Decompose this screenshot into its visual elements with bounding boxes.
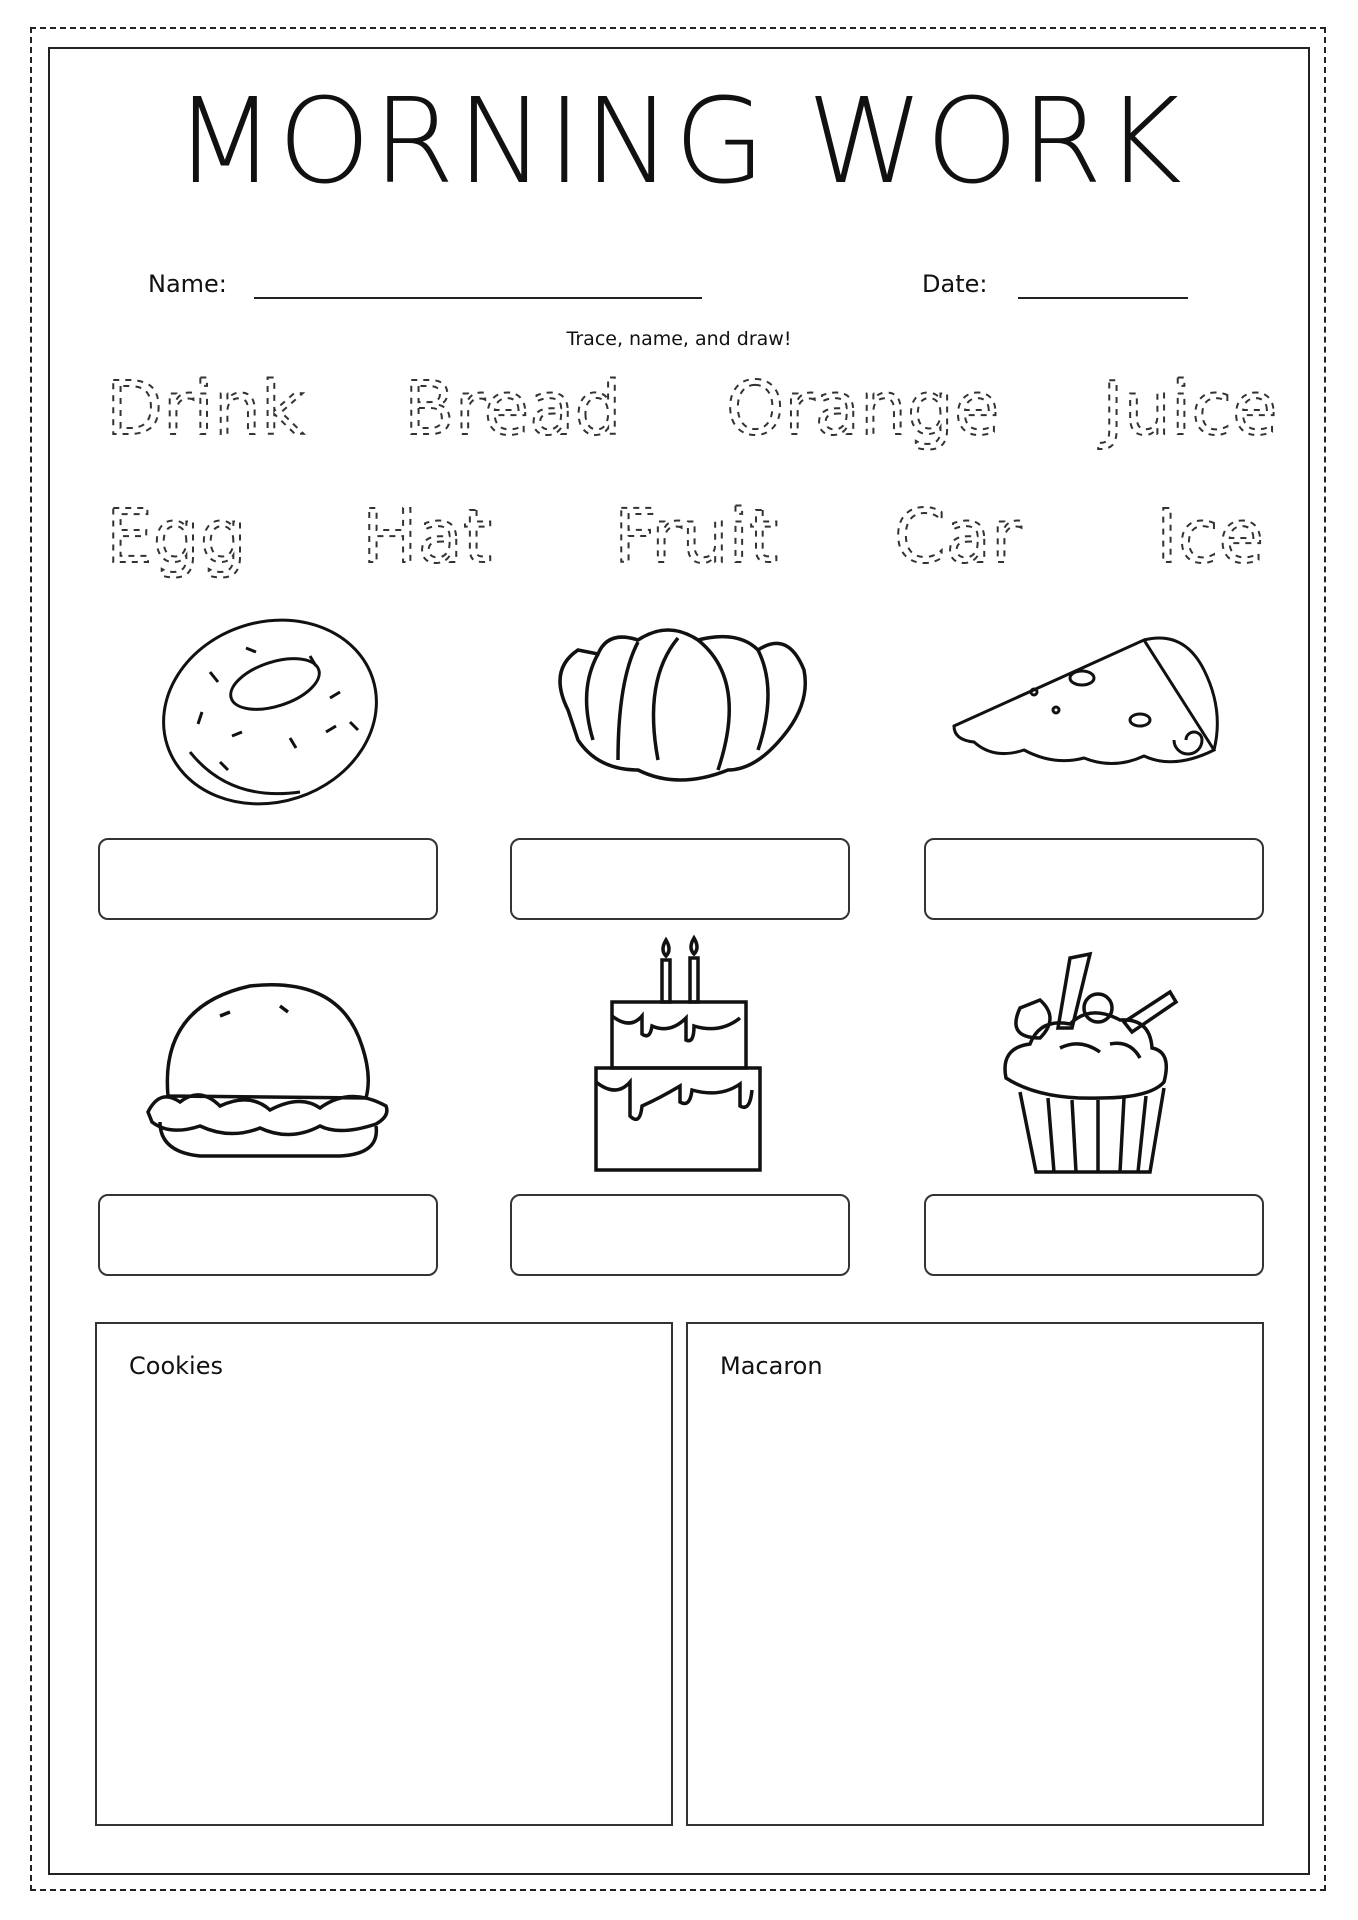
trace-word[interactable]: Ice [1156, 494, 1265, 580]
trace-word[interactable]: Orange [726, 366, 1000, 452]
draw-box-macaron[interactable] [686, 1322, 1264, 1826]
pizza-slice-icon [954, 638, 1217, 764]
date-field[interactable] [1018, 297, 1188, 299]
donut-icon [150, 612, 390, 812]
trace-word[interactable]: Fruit [614, 494, 779, 580]
trace-word[interactable]: Car [894, 494, 1022, 580]
page-title: MORNING WORK [174, 72, 1184, 210]
instruction-text: Trace, name, and draw! [566, 328, 792, 350]
burger-bun-icon [148, 985, 387, 1156]
trace-row-2 [0, 490, 1358, 610]
answer-box[interactable] [510, 1194, 850, 1276]
answer-box[interactable] [98, 838, 438, 920]
cupcake-icon [1005, 954, 1176, 1172]
trace-word[interactable]: Egg [106, 494, 247, 580]
name-field[interactable] [254, 297, 702, 299]
draw-box-label: Macaron [720, 1352, 823, 1380]
croissant-icon [560, 630, 805, 780]
answer-box[interactable] [510, 838, 850, 920]
trace-word[interactable]: Hat [362, 494, 493, 580]
draw-box-cookies[interactable] [95, 1322, 673, 1826]
draw-box-label: Cookies [129, 1352, 223, 1380]
answer-box[interactable] [924, 838, 1264, 920]
answer-box[interactable] [98, 1194, 438, 1276]
trace-row-1 [0, 362, 1358, 482]
trace-word[interactable]: Drink [106, 366, 304, 452]
date-label: Date: [922, 270, 988, 298]
trace-word[interactable]: Bread [404, 366, 622, 452]
trace-word[interactable]: Juice [1102, 366, 1278, 452]
answer-box[interactable] [924, 1194, 1264, 1276]
birthday-cake-icon [596, 938, 760, 1170]
name-label: Name: [148, 270, 227, 298]
